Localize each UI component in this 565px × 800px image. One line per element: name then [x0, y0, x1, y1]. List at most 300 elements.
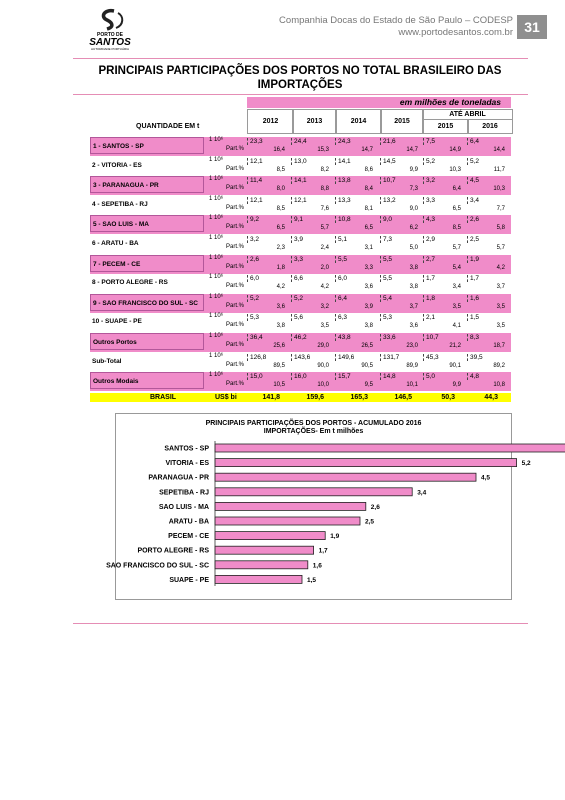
year-header-2013: 2013 — [292, 109, 337, 134]
cell-part: 5,7 — [320, 225, 329, 232]
table-cell — [291, 196, 329, 214]
cell-value: 2,7 — [423, 256, 435, 263]
unit-label: 1 10⁶ — [209, 137, 224, 143]
part-label: Part.% — [225, 381, 244, 388]
table-row — [90, 157, 511, 176]
part-label: Part.% — [225, 263, 244, 270]
brasil-value: 50,3 — [441, 394, 455, 401]
cell-part: 90,5 — [361, 362, 373, 369]
cell-part: 3,8 — [364, 323, 373, 330]
table-cell — [423, 274, 461, 292]
brasil-total-row — [90, 393, 511, 402]
cell-part: 4,2 — [496, 264, 505, 271]
cell-value: 13,8 — [335, 177, 351, 184]
unit-label: 1 10⁶ — [209, 313, 224, 320]
table-cell — [380, 176, 418, 194]
brasil-value: 165,3 — [350, 394, 368, 401]
cell-part: 3,8 — [409, 264, 418, 271]
cell-value: 16,0 — [291, 373, 307, 380]
cell-value: 4,5 — [467, 177, 479, 184]
cell-part: 10,1 — [406, 382, 418, 389]
year-header-2015: 2015 — [380, 109, 424, 134]
title-rule — [73, 94, 528, 95]
cell-value: 5,2 — [247, 295, 259, 302]
table-cell — [335, 235, 373, 253]
table-cell — [467, 313, 505, 331]
cell-value: 15,0 — [247, 373, 263, 380]
unit-label: 1 10⁶ — [209, 254, 224, 261]
cell-part: 5,0 — [409, 245, 418, 251]
table-row — [90, 215, 511, 234]
bar — [215, 561, 308, 569]
table-cell — [380, 255, 418, 273]
cell-part: 6,5 — [276, 225, 285, 232]
cell-part: 3,8 — [409, 284, 418, 291]
table-cell — [380, 333, 418, 351]
cell-value: 5,0 — [423, 373, 435, 380]
table-cell — [247, 255, 285, 273]
part-label: Part.% — [225, 185, 244, 192]
table-cell — [247, 215, 285, 233]
cell-value: 11,4 — [247, 177, 262, 184]
cell-part: 89,5 — [273, 362, 285, 369]
bar — [215, 546, 314, 554]
cell-value: 5,3 — [247, 314, 259, 321]
table-cell — [423, 137, 461, 155]
cell-value: 15,7 — [335, 373, 351, 380]
table-cell — [467, 255, 505, 273]
cell-part: 3,5 — [496, 323, 505, 330]
bar-chart — [106, 414, 531, 599]
category-label: PARANAGUA - PR — [148, 474, 209, 482]
cell-part: 11,7 — [493, 166, 505, 173]
part-label: Part.% — [225, 224, 244, 231]
cell-part: 3,5 — [452, 303, 461, 310]
bar — [215, 459, 517, 467]
unit-label: 1 10⁶ — [209, 215, 224, 222]
table-cell — [380, 235, 418, 253]
part-label: Part.% — [225, 342, 244, 348]
cell-value: 5,6 — [291, 314, 303, 321]
table-row — [90, 353, 511, 372]
unit-note: em milhões de toneladas — [399, 97, 501, 107]
cell-part: 7,6 — [320, 205, 329, 212]
value-label: 2,5 — [365, 518, 375, 526]
row-label: 4 - SEPETIBA - RJ — [92, 200, 148, 208]
table-cell — [291, 294, 329, 312]
cell-part: 5,8 — [496, 225, 505, 232]
table-cell — [335, 157, 373, 175]
cell-part: 90,0 — [317, 362, 329, 369]
cell-value: 3,4 — [467, 197, 479, 204]
cell-value: 43,8 — [335, 334, 351, 341]
table-cell — [380, 313, 418, 331]
cell-value: 8,3 — [467, 334, 479, 341]
table-cell — [247, 372, 285, 390]
table-cell — [467, 274, 505, 292]
table-cell — [247, 196, 285, 214]
row-label: 6 - ARATU - BA — [92, 240, 139, 247]
table-cell — [423, 157, 461, 175]
row-label: 7 - PECEM - CE — [90, 255, 204, 272]
table-cell — [467, 215, 505, 233]
cell-part: 5,7 — [452, 245, 461, 251]
part-label: Part.% — [225, 322, 244, 329]
cell-part: 8,2 — [320, 166, 329, 173]
table-cell — [335, 137, 373, 155]
table-cell — [423, 255, 461, 273]
table-cell — [291, 176, 329, 194]
cell-part: 18,7 — [493, 343, 505, 349]
table-cell — [380, 157, 418, 175]
cell-value: 21,6 — [380, 138, 396, 145]
table-cell — [467, 235, 505, 253]
cell-value: 5,2 — [423, 158, 435, 165]
cell-part: 3,5 — [320, 323, 329, 330]
cell-part: 3,6 — [364, 284, 373, 291]
cell-part: 10,5 — [273, 382, 285, 389]
category-label: SAO LUIS - MA — [158, 503, 209, 511]
table-cell — [335, 353, 373, 371]
cell-part: 29,0 — [317, 343, 329, 349]
cell-value: 13,3 — [335, 197, 351, 204]
cell-part: 5,7 — [496, 245, 505, 251]
cell-value: 6,4 — [335, 295, 347, 302]
part-label: Part.% — [225, 302, 244, 309]
table-cell — [423, 372, 461, 390]
table-cell — [467, 196, 505, 214]
table-row — [90, 196, 511, 215]
cell-part: 26,5 — [361, 343, 373, 349]
bar — [215, 502, 366, 510]
cell-value: 7,3 — [380, 236, 392, 243]
cell-part: 4,2 — [320, 284, 329, 291]
table-cell — [335, 215, 373, 233]
table-cell — [335, 333, 373, 351]
table-cell — [467, 157, 505, 175]
chart-subtitle: IMPORTAÇÕES- Em t milhões — [263, 428, 364, 435]
table-cell — [247, 157, 285, 175]
cell-value: 10,7 — [423, 334, 439, 341]
value-label: 1,6 — [312, 562, 322, 570]
unit-label: 1 10⁶ — [209, 235, 224, 241]
cell-value: 6,3 — [335, 314, 347, 321]
cell-part: 9,9 — [452, 382, 461, 389]
cell-value: 149,6 — [335, 354, 354, 361]
cell-value: 9,2 — [247, 216, 259, 223]
cell-value: 3,9 — [291, 236, 303, 243]
value-label: 5,2 — [521, 460, 531, 468]
cell-part: 3,6 — [276, 303, 285, 310]
cell-part: 6,2 — [409, 225, 418, 232]
unit-label: 1 10⁶ — [209, 352, 224, 359]
cell-part: 6,5 — [364, 225, 373, 232]
unit-label: 1 10⁶ — [209, 293, 224, 300]
cell-value: 5,5 — [380, 275, 392, 282]
value-label: 1,7 — [318, 547, 328, 555]
brasil-value: 159,6 — [306, 394, 324, 401]
cell-value: 3,2 — [247, 236, 259, 243]
cell-value: 10,8 — [335, 216, 351, 223]
cell-value: 1,6 — [467, 295, 479, 302]
cell-part: 16,4 — [273, 147, 285, 153]
bar — [215, 473, 476, 481]
unit-label: 1 10⁶ — [209, 176, 224, 183]
cell-part: 25,6 — [273, 343, 285, 349]
table-cell — [247, 176, 285, 194]
cell-value: 13,2 — [380, 197, 396, 204]
category-label: ARATU - BA — [168, 518, 209, 526]
table-cell — [291, 215, 329, 233]
porto-de-santos-logo — [80, 8, 140, 52]
bar — [215, 532, 325, 540]
table-cell — [380, 294, 418, 312]
unit-note-bar — [247, 97, 511, 108]
category-label: SAO FRANCISCO DO SUL - SC — [106, 562, 209, 570]
cell-part: 7,7 — [496, 205, 505, 212]
table-cell — [291, 353, 329, 371]
cell-part: 8,5 — [276, 205, 285, 212]
table-cell — [335, 294, 373, 312]
cell-part: 21,2 — [449, 343, 461, 349]
year-header-2014: 2014 — [335, 109, 382, 134]
cell-value: 6,0 — [335, 275, 347, 282]
table-cell — [380, 196, 418, 214]
cell-part: 7,3 — [409, 186, 418, 193]
row-label: Outros Modais — [90, 372, 204, 389]
brasil-unit: US$ bi — [215, 394, 237, 401]
cell-value: 14,8 — [380, 373, 396, 380]
cell-part: 9,5 — [364, 382, 373, 389]
cell-part: 9,0 — [409, 205, 418, 212]
part-label: Part.% — [225, 361, 244, 368]
part-label: Part.% — [225, 146, 244, 152]
table-cell — [247, 353, 285, 371]
cell-value: 5,2 — [467, 158, 479, 165]
table-cell — [247, 294, 285, 312]
cell-part: 2,3 — [276, 245, 285, 251]
table-cell — [467, 176, 505, 194]
part-label: Part.% — [225, 204, 244, 211]
table-row — [90, 372, 511, 391]
table-cell — [247, 274, 285, 292]
cell-value: 14,1 — [335, 158, 351, 165]
table-row — [90, 294, 511, 313]
table-cell — [335, 274, 373, 292]
cell-value: 12,1 — [247, 158, 263, 165]
cell-value: 46,2 — [291, 334, 307, 341]
row-label: Sub-Total — [92, 357, 122, 365]
cell-part: 89,2 — [493, 362, 505, 369]
cell-value: 131,7 — [380, 354, 399, 361]
cell-value: 12,1 — [291, 197, 307, 204]
table-cell — [291, 313, 329, 331]
table-cell — [247, 235, 285, 253]
cell-value: 6,0 — [247, 275, 259, 282]
chart-title-line: PRINCIPAIS PARTICIPAÇÕES DOS PORTOS - ACUMULADO 2016 — [205, 420, 422, 427]
cell-part: 2,0 — [320, 264, 329, 271]
cell-part: 10,3 — [493, 186, 505, 193]
table-cell — [291, 274, 329, 292]
cell-value: 1,9 — [467, 256, 479, 263]
cell-value: 1,7 — [467, 275, 479, 282]
cell-part: 3,1 — [364, 245, 373, 251]
category-label: SANTOS - SP — [164, 445, 209, 453]
row-label: 3 - PARANAGUA - PR — [90, 176, 204, 193]
bar — [215, 488, 412, 496]
table-cell — [291, 157, 329, 175]
cell-part: 10,8 — [493, 382, 505, 389]
cell-part: 3,8 — [276, 323, 285, 330]
table-cell — [380, 274, 418, 292]
unit-label: 1 10⁶ — [209, 333, 224, 339]
table-row — [90, 235, 511, 254]
cell-part: 3,4 — [452, 284, 461, 291]
cell-value: 2,5 — [467, 236, 479, 243]
table-cell — [423, 294, 461, 312]
cell-value: 2,9 — [423, 236, 435, 243]
table-cell — [335, 196, 373, 214]
table-cell — [423, 196, 461, 214]
cell-value: 3,2 — [423, 177, 435, 184]
row-label: 10 - SUAPE - PE — [92, 318, 142, 326]
cell-value: 9,0 — [380, 216, 392, 223]
cell-part: 1,8 — [276, 264, 285, 271]
row-label: 8 - PORTO ALEGRE - RS — [92, 279, 168, 287]
row-label: 2 - VITORIA - ES — [92, 161, 142, 169]
cell-part: 3,3 — [364, 264, 373, 271]
brasil-label: BRASIL — [150, 394, 177, 401]
cell-value: 24,3 — [335, 138, 351, 145]
brasil-value: 146,5 — [394, 394, 412, 401]
logo-text-sub: AUTORIDADE PORTUÁRIA — [91, 47, 129, 51]
cell-value: 1,8 — [423, 295, 435, 302]
cell-part: 10,3 — [449, 166, 461, 173]
cell-part: 15,3 — [317, 147, 329, 153]
bottom-rule — [73, 623, 528, 624]
cell-part: 3,5 — [496, 303, 505, 310]
table-cell — [247, 333, 285, 351]
cell-part: 5,4 — [452, 264, 461, 271]
table-cell — [291, 235, 329, 253]
cell-value: 9,1 — [291, 216, 303, 223]
table-cell — [467, 137, 505, 155]
table-cell — [380, 372, 418, 390]
cell-value: 5,5 — [380, 256, 392, 263]
part-label: Part.% — [225, 165, 244, 172]
row-label: Outros Portos — [90, 333, 204, 350]
cell-part: 6,4 — [452, 186, 461, 193]
cell-value: 14,5 — [380, 158, 396, 165]
cell-value: 5,4 — [380, 295, 392, 302]
cell-value: 126,8 — [247, 354, 266, 361]
ate-year-header-2015: 2015 — [422, 119, 469, 134]
category-label: SEPETIBA - RJ — [159, 489, 209, 497]
row-label: 5 - SAO LUIS - MA — [90, 215, 204, 232]
table-row — [90, 137, 511, 156]
ate-year-header-2016: 2016 — [467, 119, 513, 134]
table-cell — [423, 313, 461, 331]
cell-part: 8,4 — [364, 186, 373, 193]
table-cell — [291, 255, 329, 273]
value-label: 4,5 — [481, 474, 491, 482]
cell-part: 3,7 — [409, 303, 418, 310]
cell-part: 14,9 — [449, 147, 461, 153]
table-cell — [247, 313, 285, 331]
cell-value: 39,5 — [467, 354, 483, 361]
cell-value: 3,3 — [423, 197, 435, 204]
unit-label: 1 10⁶ — [209, 156, 224, 163]
cell-value: 143,6 — [291, 354, 310, 361]
part-label: Part.% — [225, 283, 244, 290]
cell-part: 8,6 — [364, 166, 373, 173]
cell-part: 3,2 — [320, 303, 329, 310]
table-cell — [423, 215, 461, 233]
cell-value: 10,7 — [380, 177, 396, 184]
cell-part: 8,5 — [452, 225, 461, 232]
cell-value: 6,4 — [467, 138, 479, 145]
value-label: 1,5 — [307, 576, 317, 584]
page-title: PRINCIPAIS PARTICIPAÇÕES DOS PORTOS NO TOTAL BRASILEIRO DAS IMPORTAÇÕES — [98, 65, 502, 91]
table-row — [90, 255, 511, 274]
cell-value: 2,6 — [467, 216, 479, 223]
cell-part: 2,4 — [320, 245, 329, 251]
row-label: 1 - SANTOS - SP — [90, 137, 204, 154]
category-label: PORTO ALEGRE - RS — [137, 547, 209, 555]
table-row — [90, 274, 511, 293]
cell-part: 6,5 — [452, 205, 461, 212]
cell-part: 3,6 — [409, 323, 418, 330]
cell-part: 89,9 — [406, 362, 418, 369]
cell-value: 5,2 — [291, 295, 303, 302]
top-rule — [73, 58, 528, 59]
cell-part: 9,9 — [409, 166, 418, 173]
table-cell — [291, 137, 329, 155]
table-cell — [467, 333, 505, 351]
table-cell — [423, 235, 461, 253]
table-cell — [335, 176, 373, 194]
cell-value: 45,3 — [423, 354, 439, 361]
unit-label: 1 10⁶ — [209, 274, 224, 281]
table-cell — [467, 353, 505, 371]
table-cell — [291, 333, 329, 351]
category-label: PECEM - CE — [168, 533, 209, 541]
unit-label: 1 10⁶ — [209, 195, 224, 202]
cell-part: 3,7 — [496, 284, 505, 291]
cell-value: 1,5 — [467, 314, 479, 321]
cell-part: 8,8 — [320, 186, 329, 193]
cell-part: 8,0 — [276, 186, 285, 193]
cell-value: 14,1 — [291, 177, 307, 184]
cell-part: 14,7 — [406, 147, 418, 153]
cell-part: 14,4 — [493, 147, 505, 153]
value-label: 3,4 — [417, 489, 427, 497]
bar — [215, 575, 302, 583]
chart-panel — [106, 413, 531, 600]
category-label: SUAPE - PE — [169, 576, 209, 584]
table-cell — [291, 372, 329, 390]
cell-value: 24,4 — [291, 138, 307, 145]
logo-text-main: SANTOS — [89, 37, 131, 48]
table-cell — [380, 353, 418, 371]
cell-value: 3,3 — [291, 256, 303, 263]
brasil-value: 141,8 — [262, 394, 280, 401]
cell-value: 5,3 — [380, 314, 392, 321]
year-header-2012: 2012 — [247, 109, 294, 134]
table-cell — [423, 176, 461, 194]
cell-part: 10,0 — [317, 382, 329, 389]
table-cell — [380, 215, 418, 233]
